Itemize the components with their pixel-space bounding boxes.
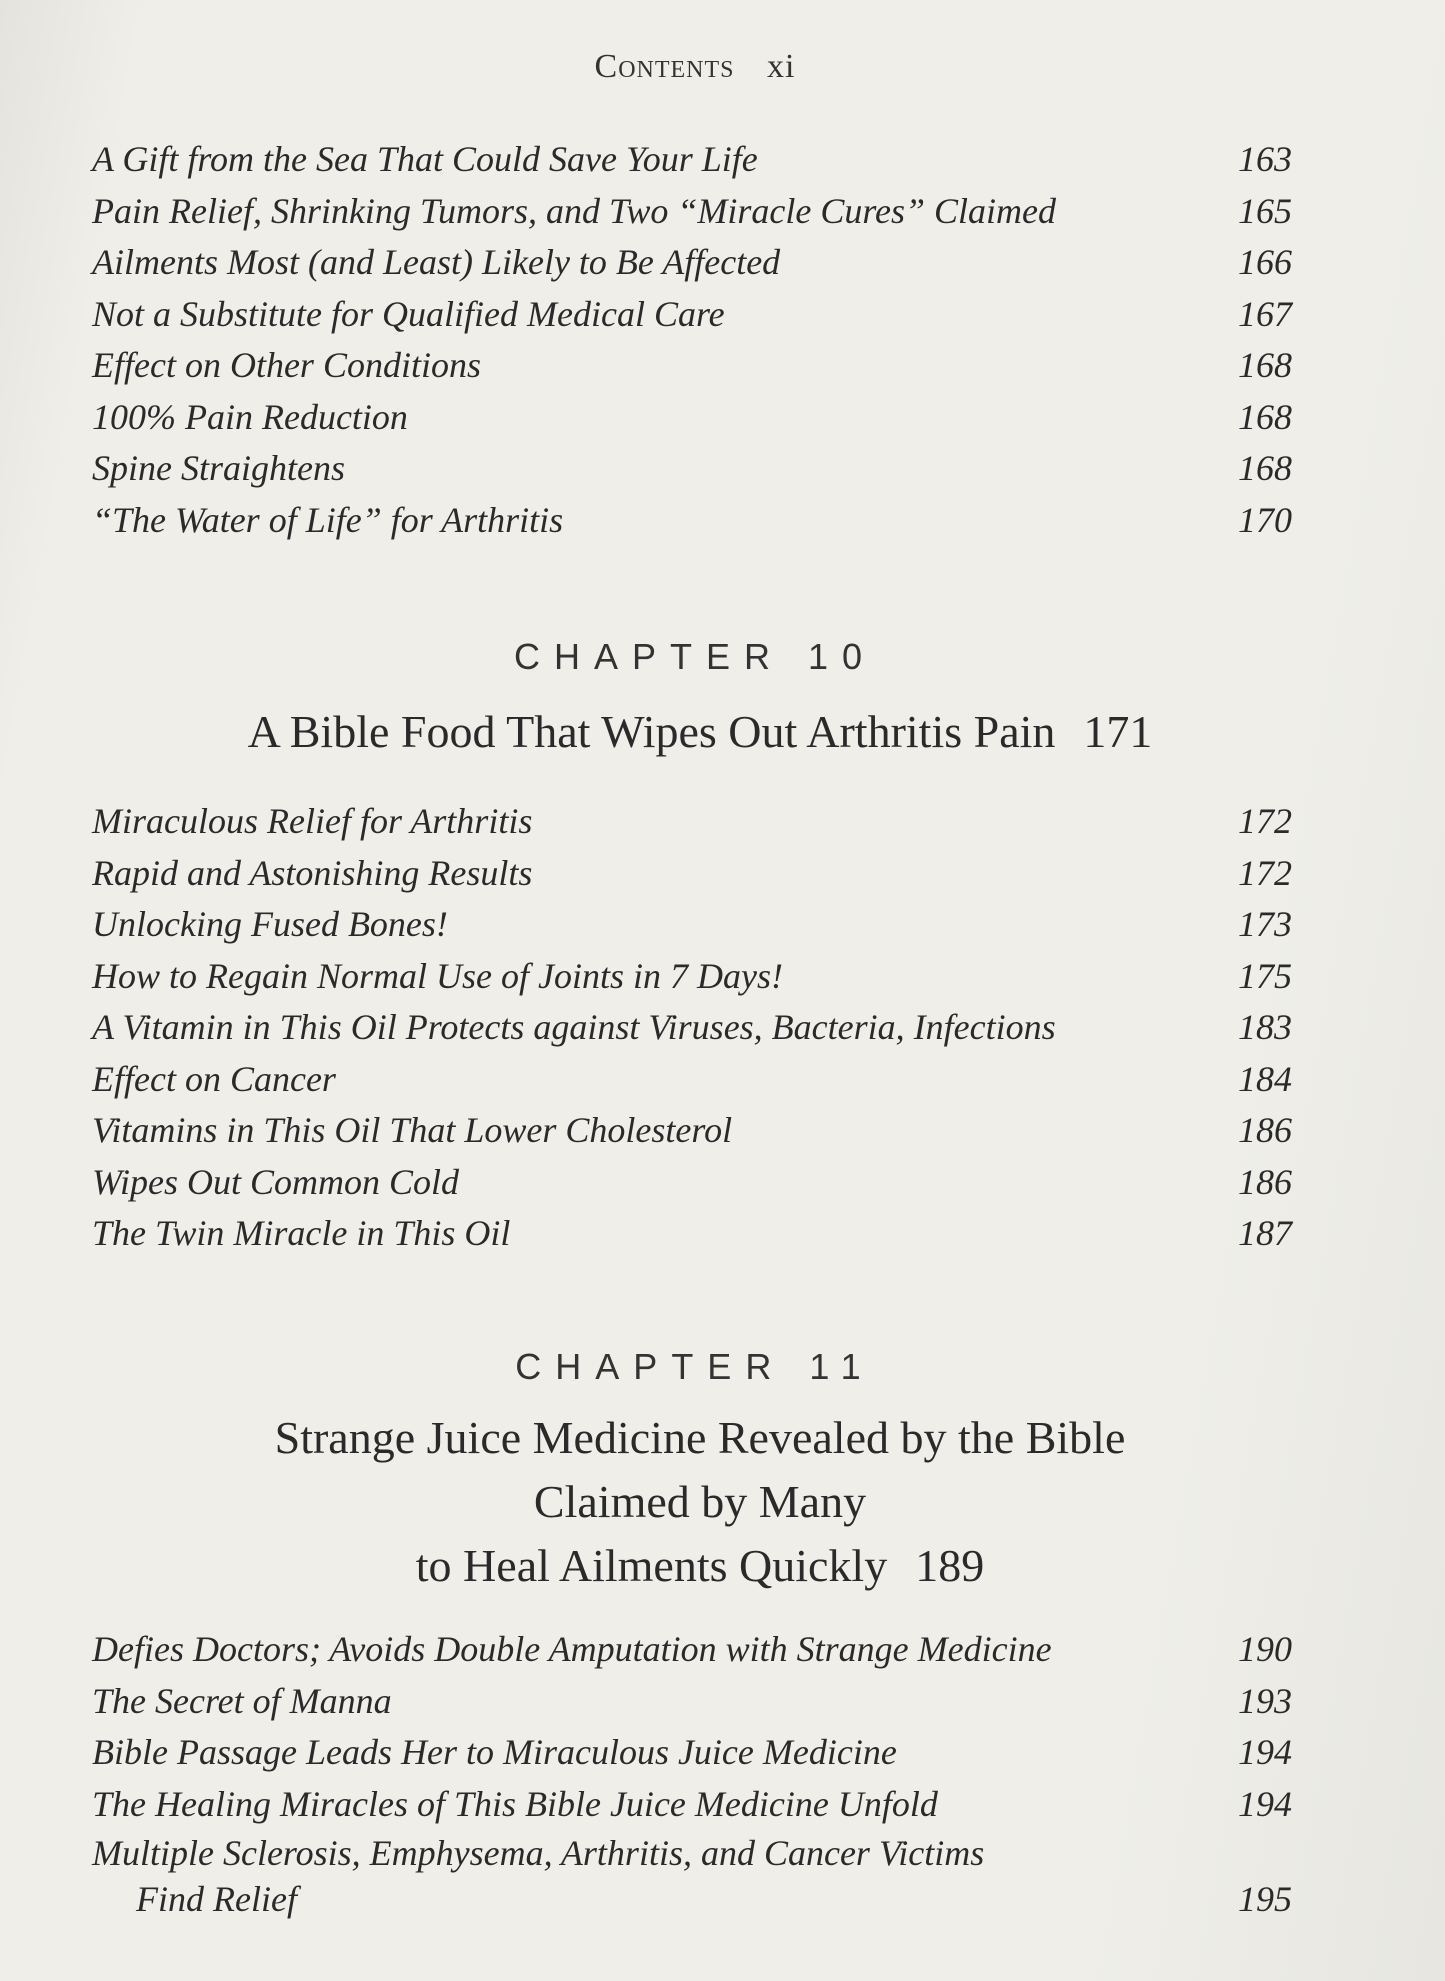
toc-entry <box>92 1054 1292 1106</box>
entry-title-line1: Multiple Sclerosis, Emphysema, Arthritis, and Cancer Victims <box>92 1833 985 1873</box>
toc-entry <box>92 134 1292 186</box>
entry-page: 168 <box>1238 396 1292 437</box>
toc-entry <box>92 1779 1292 1831</box>
entry-title: Ailments Most (and Least) Likely to Be Affected <box>92 242 781 282</box>
entry-title: Miraculous Relief for Arthritis <box>92 801 533 841</box>
running-head <box>0 48 1390 86</box>
toc-entry <box>92 392 1292 444</box>
toc-entry <box>92 1105 1292 1157</box>
toc-section-chapter-11 <box>92 1624 1292 1922</box>
toc-entry <box>92 443 1292 495</box>
entry-title: Spine Straightens <box>92 448 345 488</box>
entry-title: Vitamins in This Oil That Lower Cholesterol <box>92 1110 733 1150</box>
entry-title-line2: Find Relief <box>136 1879 297 1919</box>
entry-title: Pain Relief, Shrinking Tumors, and Two “Miracle Cures” Claimed <box>92 190 1057 231</box>
chapter-title-line <box>0 1534 1400 1598</box>
entry-page: 183 <box>1238 1007 1292 1047</box>
entry-page: 168 <box>1238 448 1292 488</box>
toc-entry <box>92 796 1292 848</box>
chapter-title-line: Strange Juice Medicine Revealed by the Bible <box>274 1412 1126 1463</box>
entry-title: How to Regain Normal Use of Joints in 7 Days! <box>92 955 783 996</box>
entry-title: A Vitamin in This Oil Protects against Viruses, Bacteria, Infections <box>92 1007 1056 1047</box>
toc-entry <box>92 340 1292 392</box>
entry-page: 173 <box>1238 904 1292 944</box>
entry-title: Effect on Other Conditions <box>92 345 481 385</box>
toc-entry <box>92 289 1292 341</box>
chapter-title-line: Claimed by Many <box>533 1476 867 1527</box>
entry-page: 165 <box>1238 190 1292 231</box>
toc-entry <box>92 186 1292 238</box>
entry-page: 190 <box>1238 1629 1292 1669</box>
running-title: Contents <box>594 48 735 85</box>
entry-title: Effect on Cancer <box>92 1058 336 1099</box>
entry-page: 194 <box>1238 1783 1292 1824</box>
entry-title: “The Water of Life” for Arthritis <box>92 499 564 540</box>
entry-page: 195 <box>1238 1879 1292 1919</box>
entry-page: 175 <box>1238 955 1292 996</box>
chapter-start-page: 189 <box>915 1540 985 1591</box>
chapter-10-label: CHAPTER 10 <box>513 636 877 677</box>
toc-entry <box>92 1208 1292 1260</box>
toc-entry <box>92 1002 1292 1054</box>
entry-page: 186 <box>1238 1110 1292 1150</box>
chapter-title-text: A Bible Food That Wipes Out Arthritis Pain <box>247 706 1056 757</box>
toc-entry <box>92 1624 1292 1676</box>
toc-section-top <box>92 134 1292 546</box>
entry-page: 186 <box>1238 1161 1292 1202</box>
entry-title: Defies Doctors; Avoids Double Amputation with Strange Medicine <box>92 1629 1052 1669</box>
toc-entry <box>92 1157 1292 1209</box>
toc-entry-multiline <box>92 1830 1292 1922</box>
toc-entry <box>92 237 1292 289</box>
entry-page: 166 <box>1238 242 1292 282</box>
page-number: xi <box>767 48 796 85</box>
entry-title: 100% Pain Reduction <box>92 396 408 437</box>
entry-page: 194 <box>1238 1732 1292 1772</box>
toc-entry <box>92 899 1292 951</box>
toc-entry <box>92 495 1292 547</box>
entry-title: Not a Substitute for Qualified Medical Care <box>92 293 725 334</box>
entry-page: 187 <box>1238 1213 1292 1253</box>
toc-section-chapter-10 <box>92 796 1292 1260</box>
entry-page: 163 <box>1238 139 1292 179</box>
entry-title: Rapid and Astonishing Results <box>92 852 533 893</box>
entry-page: 193 <box>1238 1680 1292 1721</box>
toc-entry <box>92 951 1292 1003</box>
entry-page: 167 <box>1238 293 1292 334</box>
chapter-11-label: CHAPTER 11 <box>515 1346 875 1387</box>
entry-title: The Secret of Manna <box>92 1680 392 1721</box>
entry-page: 172 <box>1238 852 1292 893</box>
toc-entry <box>92 1727 1292 1779</box>
entry-title: Unlocking Fused Bones! <box>92 904 448 944</box>
entry-title: The Twin Miracle in This Oil <box>92 1213 511 1253</box>
entry-title: A Gift from the Sea That Could Save Your Life <box>92 139 758 179</box>
entry-page: 168 <box>1238 345 1292 385</box>
entry-page: 172 <box>1238 801 1292 841</box>
chapter-start-page: 171 <box>1083 706 1153 757</box>
chapter-11-title <box>0 1406 1400 1598</box>
entry-title: Wipes Out Common Cold <box>92 1161 460 1202</box>
entry-title <box>92 1830 984 1922</box>
toc-entry <box>92 848 1292 900</box>
toc-entry <box>92 1676 1292 1728</box>
entry-page: 184 <box>1238 1058 1292 1099</box>
chapter-title-line-text: to Heal Ailments Quickly <box>415 1540 888 1591</box>
chapter-10-title <box>0 700 1400 764</box>
entry-title: The Healing Miracles of This Bible Juice Medicine Unfold <box>92 1783 938 1824</box>
entry-title: Bible Passage Leads Her to Miraculous Juice Medicine <box>92 1732 897 1772</box>
entry-page: 170 <box>1238 499 1292 540</box>
